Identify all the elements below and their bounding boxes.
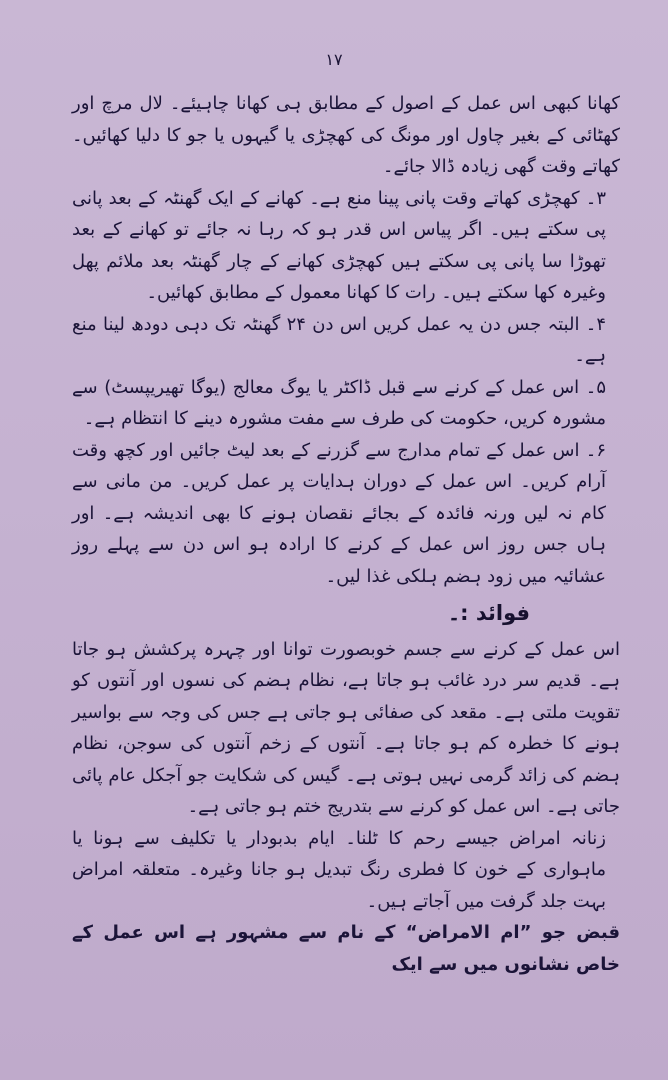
paragraph-point-3-water: ۳۔ کھچڑی کھاتے وقت پانی پینا منع ہے۔ کھانے کے ایک گھنٹہ کے بعد پانی پی سکتے ہیں۔ اگر پیاس اس قدر ہو کہ رہا نہ جائے تو کھانے کے بعد تھوڑا سا پانی پی سکتے ہیں کھچڑی کھانے کے چار گھنٹہ بعد ملائم پھل وغیرہ کھا سکتے ہیں۔ رات کا کھانا معمول کے مطابق کھائیں۔ — [72, 187, 606, 303]
page-number: ۱۷ — [325, 50, 343, 69]
paragraph-benefits-women: زنانہ امراض جیسے رحم کا ٹلنا۔ ایام بدبودار یا تکلیف سے ہونا یا ماہواری کے خون کا فطری رنگ تبدیل ہو جانا وغیرہ۔ متعلقہ امراض بہت جلد گرفت میں آجاتے ہیں۔ — [72, 827, 606, 912]
paragraph-diet-instructions: کھانا کبھی اس عمل کے اصول کے مطابق ہی کھانا چاہیئے۔ لال مرچ اور کھٹائی کے بغیر چاول اور مونگ کی کھچڑی یا گیہوں یا جو کا دلیا کھائیں۔ کھاتے وقت گھی زیادہ ڈالا جائے۔ — [72, 93, 620, 177]
paragraph-benefits-general: اس عمل کے کرنے سے جسم خوبصورت توانا اور چہرہ پرکشش ہو جاتا ہے۔ قدیم سر درد غائب ہو جاتا ہے، نظام ہضم کی نسوں اور آنتوں کو تقویت ملتی ہے۔ مقعد کی صفائی ہو جاتی ہے جس کی وجہ سے بواسیر ہونے کا خطرہ کم ہو جاتا ہے۔ آنتوں کے زخم آنتوں کی سوجن، نظام ہضم کی زائد گرمی نہیں ہوتی ہے۔ گیس کی شکایت جو آجکل عام پائی جاتی ہے۔ اس عمل کو کرنے سے بتدریج ختم ہو جاتی ہے۔ — [72, 638, 620, 817]
paragraph-point-4-dairy: ۴۔ البتہ جس دن یہ عمل کریں اس دن ۲۴ گھنٹہ تک دہی دودھ لینا منع ہے۔ — [72, 313, 606, 366]
section-heading-benefits: فوائد :۔ — [447, 601, 530, 625]
paragraph-point-6-rest: ۶۔ اس عمل کے تمام مدارج سے گزرنے کے بعد لیٹ جائیں اور کچھ وقت آرام کریں۔ اس عمل کے دوران ہدایات پر عمل کریں۔ من مانی سے کام نہ لیں ورنہ فائدہ کے بجائے نقصان ہونے کا بھی اندیشہ ہے۔ اور ہاں جس روز اس عمل کے کرنے کا ارادہ ہو اس دن سے پہلے روز عشائیہ میں زود ہضم ہلکی غذا لیں۔ — [72, 439, 606, 587]
paragraph-point-5-consult: ۵۔ اس عمل کے کرنے سے قبل ڈاکٹر یا یوگ معالج (یوگا تھیریپسٹ) سے مشورہ کریں، حکومت کی طرف سے مفت مشورہ دینے کا انتظام ہے۔ — [72, 376, 606, 429]
paragraph-benefits-constipation: قبض جو ”ام الامراض“ کے نام سے مشہور ہے اس عمل کے خاص نشانوں میں سے ایک — [72, 922, 620, 975]
page-body — [72, 88, 620, 980]
